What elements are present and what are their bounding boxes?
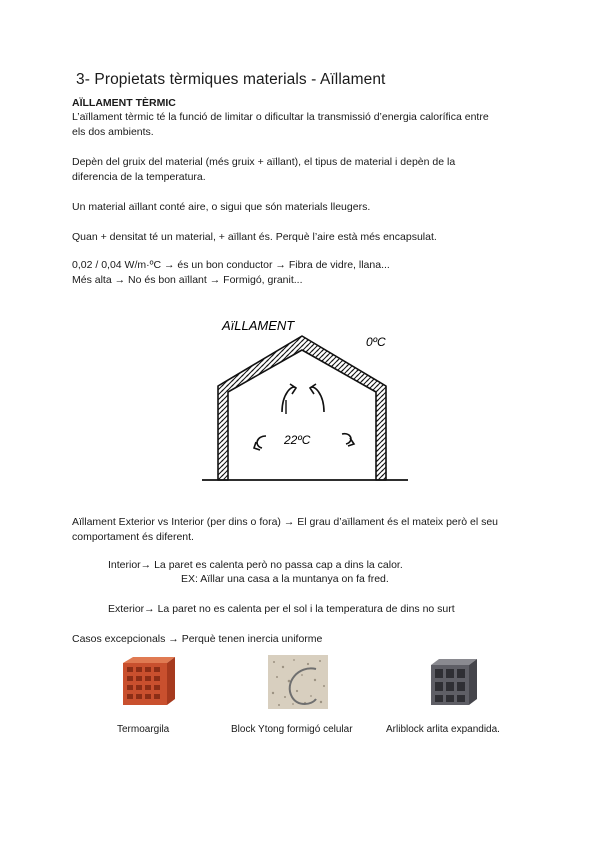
- paragraph-line: Un material aïllant conté aire, o sigui que són materials lleugers.: [72, 201, 371, 213]
- paragraph-line: Quan + densitat té un material, + aïllant és. Perquè l’aire està més encapsulat.: [72, 231, 437, 243]
- comparison-line: comportament és diferent.: [72, 531, 194, 543]
- paragraph-line: diferencia de la temperatura.: [72, 171, 206, 183]
- section-heading: AÏLLAMENT TÈRMIC: [72, 97, 176, 109]
- exceptions-line: Casos excepcionals → Perquè tenen inercia uniforme: [72, 633, 323, 645]
- material-caption: Termoargila: [117, 724, 170, 735]
- paragraph-line: Depèn del gruix del material (més gruix + aïllant), el tipus de material i depèn de la: [72, 156, 456, 168]
- figure-label: AïLLAMENT: [222, 318, 295, 333]
- insulation-house-sketch: [200, 308, 410, 488]
- page-title: 3- Propietats tèrmiques materials - Aïllament: [76, 71, 386, 88]
- paragraph-line: L’aïllament tèrmic té la funció de limitar o dificultar la transmissió d’energia calorífica entre: [72, 111, 489, 123]
- comparison-line: Aïllament Exterior vs Interior (per dins o fora) → El grau d’aïllament és el mateix però el seu: [72, 516, 499, 528]
- outside-temperature: 0ºC: [366, 335, 386, 349]
- cellular-concrete-image: [268, 655, 328, 709]
- exterior-note: Exterior→ La paret no es calenta per el sol i la temperatura de dins no surt: [108, 603, 455, 615]
- example-note: EX: Aïllar una casa a la muntanya on fa fred.: [181, 573, 389, 585]
- expanded-clay-block-image: [425, 655, 483, 709]
- material-caption: Block Ytong formigó celular: [231, 724, 353, 735]
- material-caption: Arliblock arlita expandida.: [386, 724, 500, 735]
- paragraph-line: els dos ambients.: [72, 126, 154, 138]
- paragraph-line: Més alta → No és bon aïllant → Formigó, granit...: [72, 274, 303, 286]
- interior-note: Interior→ La paret es calenta però no passa cap a dins la calor.: [108, 559, 403, 571]
- clay-brick-image: [119, 655, 177, 709]
- paragraph-line: 0,02 / 0,04 W/m·ºC → és un bon conductor → Fibra de vidre, llana...: [72, 259, 390, 271]
- inside-temperature: 22ºC: [284, 433, 311, 447]
